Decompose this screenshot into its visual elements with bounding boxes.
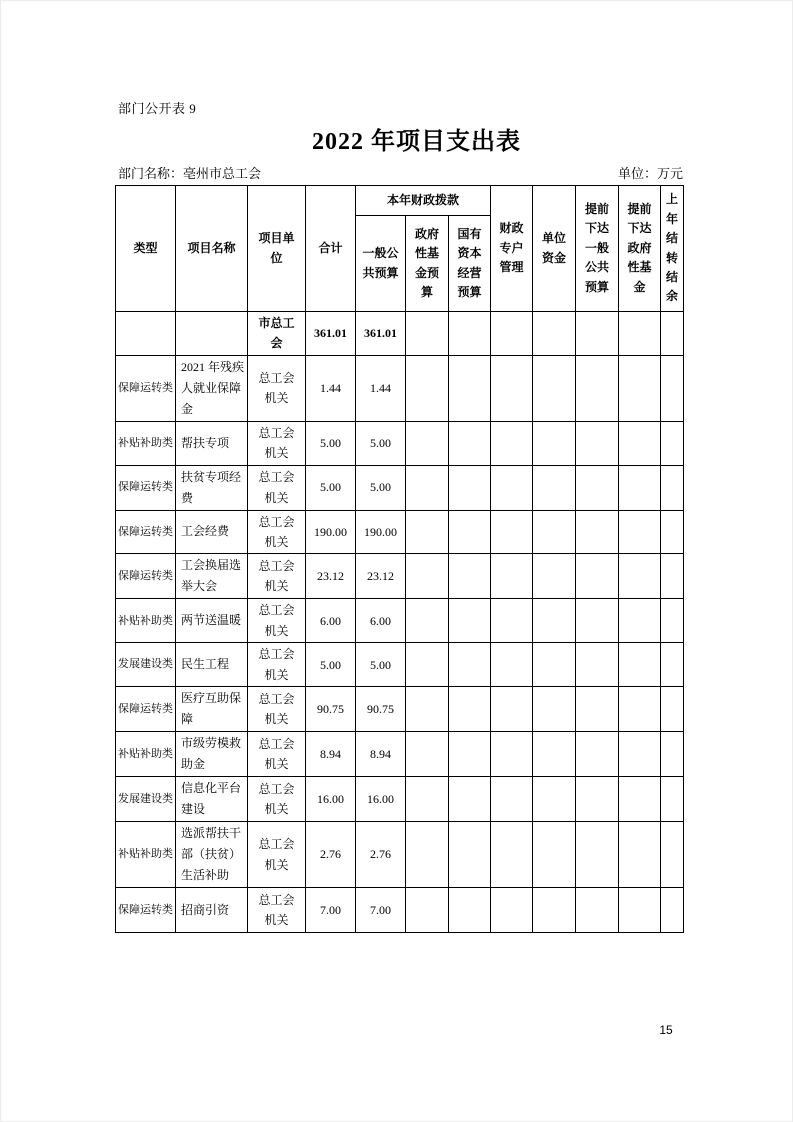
project-name-cell: 帮扶专项 xyxy=(176,421,248,465)
type-cell: 保障运转类 xyxy=(116,355,176,421)
doc-label: 部门公开表 9 xyxy=(118,101,197,116)
table-row xyxy=(116,643,684,687)
col-header-advance-gov-fund: 提前下达政府性基金 xyxy=(619,186,661,312)
empty-cell xyxy=(619,888,661,933)
empty-cell xyxy=(406,312,449,356)
table-row xyxy=(116,421,684,465)
empty-cell xyxy=(406,510,449,554)
total-cell: 5.00 xyxy=(306,421,356,465)
empty-cell xyxy=(406,732,449,777)
total-cell: 8.94 xyxy=(306,732,356,777)
empty-cell xyxy=(533,599,576,643)
empty-cell xyxy=(661,732,684,777)
col-group-fiscal-appropriation: 本年财政拨款 xyxy=(356,186,491,216)
empty-cell xyxy=(491,732,533,777)
project-name-cell: 工会经费 xyxy=(176,510,248,554)
empty-cell xyxy=(406,355,449,421)
department-name-label: 部门名称：亳州市总工会 xyxy=(118,166,262,181)
empty-cell xyxy=(491,822,533,888)
empty-cell xyxy=(406,822,449,888)
empty-cell xyxy=(491,465,533,510)
empty-cell xyxy=(449,312,491,356)
empty-cell xyxy=(406,777,449,822)
total-cell: 190.00 xyxy=(306,510,356,554)
col-header-general-budget: 一般公共预算 xyxy=(356,216,406,312)
total-cell: 361.01 xyxy=(306,312,356,356)
empty-cell xyxy=(491,643,533,687)
table-row xyxy=(116,777,684,822)
empty-cell xyxy=(491,355,533,421)
project-unit-cell: 总工会机关 xyxy=(248,554,306,599)
unit-label: 单位：万元 xyxy=(617,166,683,181)
project-unit-cell: 总工会机关 xyxy=(248,465,306,510)
empty-cell xyxy=(449,599,491,643)
empty-cell xyxy=(661,643,684,687)
empty-cell xyxy=(619,687,661,732)
page-title: 2022 年项目支出表 xyxy=(312,129,521,155)
col-header-advance-general-budget: 提前下达一般公共预算 xyxy=(576,186,619,312)
type-cell: 保障运转类 xyxy=(116,687,176,732)
project-name-cell: 工会换届选举大会 xyxy=(176,554,248,599)
empty-cell xyxy=(491,312,533,356)
empty-cell xyxy=(576,465,619,510)
project-name-cell: 市级劳模救助金 xyxy=(176,732,248,777)
empty-cell xyxy=(533,554,576,599)
project-name-cell: 招商引资 xyxy=(176,888,248,933)
general-budget-cell: 8.94 xyxy=(356,732,406,777)
empty-cell xyxy=(449,777,491,822)
empty-cell xyxy=(406,643,449,687)
empty-cell xyxy=(619,465,661,510)
general-budget-cell: 1.44 xyxy=(356,355,406,421)
empty-cell xyxy=(576,732,619,777)
empty-cell xyxy=(619,312,661,356)
type-cell: 发展建设类 xyxy=(116,643,176,687)
project-unit-cell: 总工会机关 xyxy=(248,643,306,687)
empty-cell xyxy=(576,355,619,421)
empty-cell xyxy=(491,687,533,732)
project-unit-cell: 总工会机关 xyxy=(248,355,306,421)
empty-cell xyxy=(576,687,619,732)
empty-cell xyxy=(449,687,491,732)
col-header-project-unit: 项目单位 xyxy=(248,186,306,312)
empty-cell xyxy=(406,687,449,732)
expenditure-table xyxy=(115,185,684,933)
empty-cell xyxy=(619,421,661,465)
total-cell: 7.00 xyxy=(306,888,356,933)
empty-cell xyxy=(406,599,449,643)
type-cell xyxy=(116,312,176,356)
general-budget-cell: 16.00 xyxy=(356,777,406,822)
project-name-cell: 医疗互助保障 xyxy=(176,687,248,732)
total-cell: 6.00 xyxy=(306,599,356,643)
col-header-project-name: 项目名称 xyxy=(176,186,248,312)
empty-cell xyxy=(619,643,661,687)
empty-cell xyxy=(576,777,619,822)
project-name-cell: 选派帮扶干部（扶贫）生活补助 xyxy=(176,822,248,888)
empty-cell xyxy=(661,777,684,822)
empty-cell xyxy=(449,421,491,465)
col-header-carryover: 上年结转结余 xyxy=(661,186,684,312)
type-cell: 补贴补助类 xyxy=(116,822,176,888)
total-cell: 5.00 xyxy=(306,643,356,687)
table-row xyxy=(116,888,684,933)
empty-cell xyxy=(661,554,684,599)
table-row xyxy=(116,355,684,421)
empty-cell xyxy=(533,687,576,732)
empty-cell xyxy=(619,355,661,421)
empty-cell xyxy=(449,465,491,510)
project-unit-cell: 总工会机关 xyxy=(248,777,306,822)
empty-cell xyxy=(533,888,576,933)
empty-cell xyxy=(491,510,533,554)
empty-cell xyxy=(576,822,619,888)
empty-cell xyxy=(406,888,449,933)
total-cell: 5.00 xyxy=(306,465,356,510)
table-row xyxy=(116,822,684,888)
empty-cell xyxy=(576,312,619,356)
empty-cell xyxy=(661,465,684,510)
empty-cell xyxy=(533,510,576,554)
empty-cell xyxy=(449,554,491,599)
table-row xyxy=(116,510,684,554)
empty-cell xyxy=(576,421,619,465)
project-unit-cell: 市总工会 xyxy=(248,312,306,356)
empty-cell xyxy=(533,421,576,465)
empty-cell xyxy=(533,777,576,822)
table-row xyxy=(116,554,684,599)
col-header-gov-fund-budget: 政府性基金预算 xyxy=(406,216,449,312)
empty-cell xyxy=(661,687,684,732)
project-name-cell: 2021 年残疾人就业保障金 xyxy=(176,355,248,421)
project-name-cell xyxy=(176,312,248,356)
empty-cell xyxy=(661,355,684,421)
col-header-fiscal-account: 财政专户管理 xyxy=(491,186,533,312)
type-cell: 保障运转类 xyxy=(116,888,176,933)
table-row-total xyxy=(116,312,684,356)
empty-cell xyxy=(619,554,661,599)
total-cell: 2.76 xyxy=(306,822,356,888)
empty-cell xyxy=(661,312,684,356)
type-cell: 保障运转类 xyxy=(116,554,176,599)
type-cell: 补贴补助类 xyxy=(116,599,176,643)
general-budget-cell: 90.75 xyxy=(356,687,406,732)
general-budget-cell: 5.00 xyxy=(356,643,406,687)
empty-cell xyxy=(576,643,619,687)
empty-cell xyxy=(619,822,661,888)
empty-cell xyxy=(491,421,533,465)
empty-cell xyxy=(619,510,661,554)
empty-cell xyxy=(661,421,684,465)
empty-cell xyxy=(533,822,576,888)
project-unit-cell: 总工会机关 xyxy=(248,510,306,554)
empty-cell xyxy=(406,465,449,510)
empty-cell xyxy=(491,777,533,822)
type-cell: 补贴补助类 xyxy=(116,732,176,777)
empty-cell xyxy=(661,888,684,933)
empty-cell xyxy=(619,732,661,777)
col-header-unit-funds: 单位资金 xyxy=(533,186,576,312)
empty-cell xyxy=(449,732,491,777)
empty-cell xyxy=(491,888,533,933)
type-cell: 保障运转类 xyxy=(116,510,176,554)
type-cell: 补贴补助类 xyxy=(116,421,176,465)
general-budget-cell: 5.00 xyxy=(356,465,406,510)
empty-cell xyxy=(533,312,576,356)
table-row xyxy=(116,465,684,510)
total-cell: 16.00 xyxy=(306,777,356,822)
general-budget-cell: 361.01 xyxy=(356,312,406,356)
empty-cell xyxy=(619,599,661,643)
empty-cell xyxy=(449,355,491,421)
empty-cell xyxy=(661,822,684,888)
project-name-cell: 信息化平台建设 xyxy=(176,777,248,822)
empty-cell xyxy=(576,599,619,643)
empty-cell xyxy=(533,355,576,421)
project-name-cell: 扶贫专项经费 xyxy=(176,465,248,510)
project-unit-cell: 总工会机关 xyxy=(248,822,306,888)
empty-cell xyxy=(619,777,661,822)
col-header-state-capital-budget: 国有资本经营预算 xyxy=(449,216,491,312)
empty-cell xyxy=(576,554,619,599)
empty-cell xyxy=(449,888,491,933)
table-row xyxy=(116,687,684,732)
empty-cell xyxy=(491,599,533,643)
project-name-cell: 两节送温暖 xyxy=(176,599,248,643)
project-unit-cell: 总工会机关 xyxy=(248,732,306,777)
type-cell: 发展建设类 xyxy=(116,777,176,822)
empty-cell xyxy=(406,421,449,465)
empty-cell xyxy=(406,554,449,599)
col-header-type: 类型 xyxy=(116,186,176,312)
empty-cell xyxy=(576,510,619,554)
col-header-total: 合计 xyxy=(306,186,356,312)
project-name-cell: 民生工程 xyxy=(176,643,248,687)
general-budget-cell: 23.12 xyxy=(356,554,406,599)
project-unit-cell: 总工会机关 xyxy=(248,421,306,465)
empty-cell xyxy=(491,554,533,599)
table-row xyxy=(116,599,684,643)
type-cell: 保障运转类 xyxy=(116,465,176,510)
general-budget-cell: 190.00 xyxy=(356,510,406,554)
total-cell: 1.44 xyxy=(306,355,356,421)
empty-cell xyxy=(576,888,619,933)
general-budget-cell: 5.00 xyxy=(356,421,406,465)
project-unit-cell: 总工会机关 xyxy=(248,687,306,732)
empty-cell xyxy=(449,643,491,687)
empty-cell xyxy=(533,465,576,510)
empty-cell xyxy=(449,510,491,554)
total-cell: 23.12 xyxy=(306,554,356,599)
table-row xyxy=(116,732,684,777)
project-unit-cell: 总工会机关 xyxy=(248,599,306,643)
header-row-group xyxy=(116,186,684,216)
general-budget-cell: 7.00 xyxy=(356,888,406,933)
project-unit-cell: 总工会机关 xyxy=(248,888,306,933)
total-cell: 90.75 xyxy=(306,687,356,732)
empty-cell xyxy=(533,732,576,777)
empty-cell xyxy=(533,643,576,687)
page-number: 15 xyxy=(659,1023,673,1037)
general-budget-cell: 2.76 xyxy=(356,822,406,888)
empty-cell xyxy=(449,822,491,888)
empty-cell xyxy=(661,599,684,643)
general-budget-cell: 6.00 xyxy=(356,599,406,643)
empty-cell xyxy=(661,510,684,554)
